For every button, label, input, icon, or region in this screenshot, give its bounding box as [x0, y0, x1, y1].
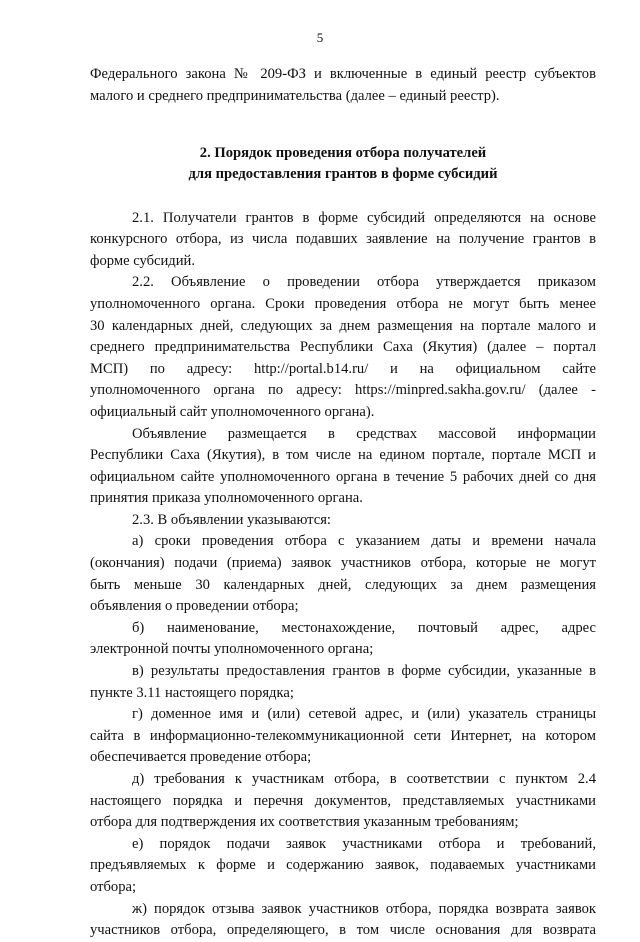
text-line: ж) порядок отзыва заявок участников отбора, порядка возврата заявок	[132, 900, 596, 917]
text-line: официальном сайте уполномоченного органа в течение 5 рабочих дней со дня	[90, 468, 596, 485]
list-item-d	[90, 769, 596, 834]
text-line: 2.3. В объявлении указываются:	[132, 511, 331, 528]
paragraph-announcement	[90, 424, 596, 510]
list-item-b	[90, 618, 596, 661]
text-line: участников отбора, определяющего, в том числе основания для возврата	[90, 922, 596, 939]
text-line: официальный сайт уполномоченного органа).	[90, 403, 375, 420]
heading-line: для предоставления грантов в форме субсидий	[188, 166, 498, 183]
text-line: а) сроки проведения отбора с указанием даты и времени начала	[132, 533, 596, 550]
text-line: сайта в информационно-телекоммуникационной сети Интернет, на котором	[90, 727, 596, 744]
text-line: среднего предпринимательства Республики Саха (Якутия) (далее – портал	[90, 339, 596, 356]
text-line: отбора;	[90, 878, 137, 895]
list-item-zh	[90, 899, 596, 942]
list-item-v	[90, 661, 596, 704]
text-line: (окончания) подачи (приема) заявок участников отбора, которые не могут	[90, 555, 596, 572]
paragraph-2-2	[90, 272, 596, 423]
text-line: электронной почты уполномоченного органа;	[90, 641, 374, 658]
text-line: форме субсидий.	[90, 252, 195, 269]
text-line: уполномоченного органа по адресу: https://minpred.sakha.gov.ru/ (далее -	[90, 382, 596, 399]
text-line: отбора для подтверждения их соответствия указанным требованиям;	[90, 814, 519, 831]
heading-line: 2. Порядок проведения отбора получателей	[199, 144, 487, 161]
page-number: 5	[316, 30, 324, 45]
text-line: малого и среднего предпринимательства (далее – единый реестр).	[90, 87, 500, 104]
text-line: г) доменное имя и (или) сетевой адрес, и (или) указатель страницы	[132, 706, 596, 723]
text-line: 2.2. Объявление о проведении отбора утверждается приказом	[132, 274, 596, 291]
section-heading	[90, 143, 596, 186]
text-line: конкурсного отбора, из числа подавших заявление на получение грантов в	[90, 231, 596, 248]
paragraph-2-1	[90, 208, 596, 273]
text-line: Федерального закона № 209-ФЗ и включенные в единый реестр субъектов	[90, 66, 596, 82]
text-line: 2.1. Получатели грантов в форме субсидий определяются на основе	[132, 209, 596, 226]
paragraph-2-3	[90, 510, 596, 532]
text-line: МСП) по адресу: http://portal.b14.ru/ и на официальном сайте	[90, 360, 596, 377]
list-item-a	[90, 531, 596, 617]
document-body	[90, 64, 596, 942]
text-line: Республики Саха (Якутия), в том числе на едином портале, портале МСП и	[90, 447, 596, 464]
text-line: б) наименование, местонахождение, почтовый адрес, адрес	[132, 619, 596, 636]
list-item-g	[90, 704, 596, 769]
text-line: пункте 3.11 настоящего порядка;	[90, 684, 294, 701]
text-line: д) требования к участникам отбора, в соответствии с пунктом 2.4	[132, 771, 596, 787]
text-line: в) результаты предоставления грантов в форме субсидии, указанные в	[132, 663, 596, 680]
text-line: е) порядок подачи заявок участниками отбора и требований,	[132, 835, 596, 852]
text-line: обеспечивается проведение отбора;	[90, 749, 312, 766]
text-line: объявления о проведении отбора;	[90, 598, 299, 615]
text-line: настоящего порядка и перечня документов, представляемых участниками	[90, 792, 596, 809]
text-line: быть меньше 30 календарных дней, следующих за днем размещения	[90, 576, 596, 593]
text-line: принятия приказа уполномоченного органа.	[90, 490, 363, 507]
text-line: Объявление размещается в средствах массовой информации	[132, 425, 596, 442]
intro-paragraph	[90, 64, 596, 107]
text-line: 30 календарных дней, следующих за днем размещения на портале малого и	[90, 317, 596, 334]
text-line: уполномоченного органа. Сроки проведения отбора не могут быть менее	[90, 295, 596, 312]
list-item-e	[90, 834, 596, 899]
text-line: предъявляемых к форме и содержанию заявок, подаваемых участниками	[90, 857, 596, 874]
